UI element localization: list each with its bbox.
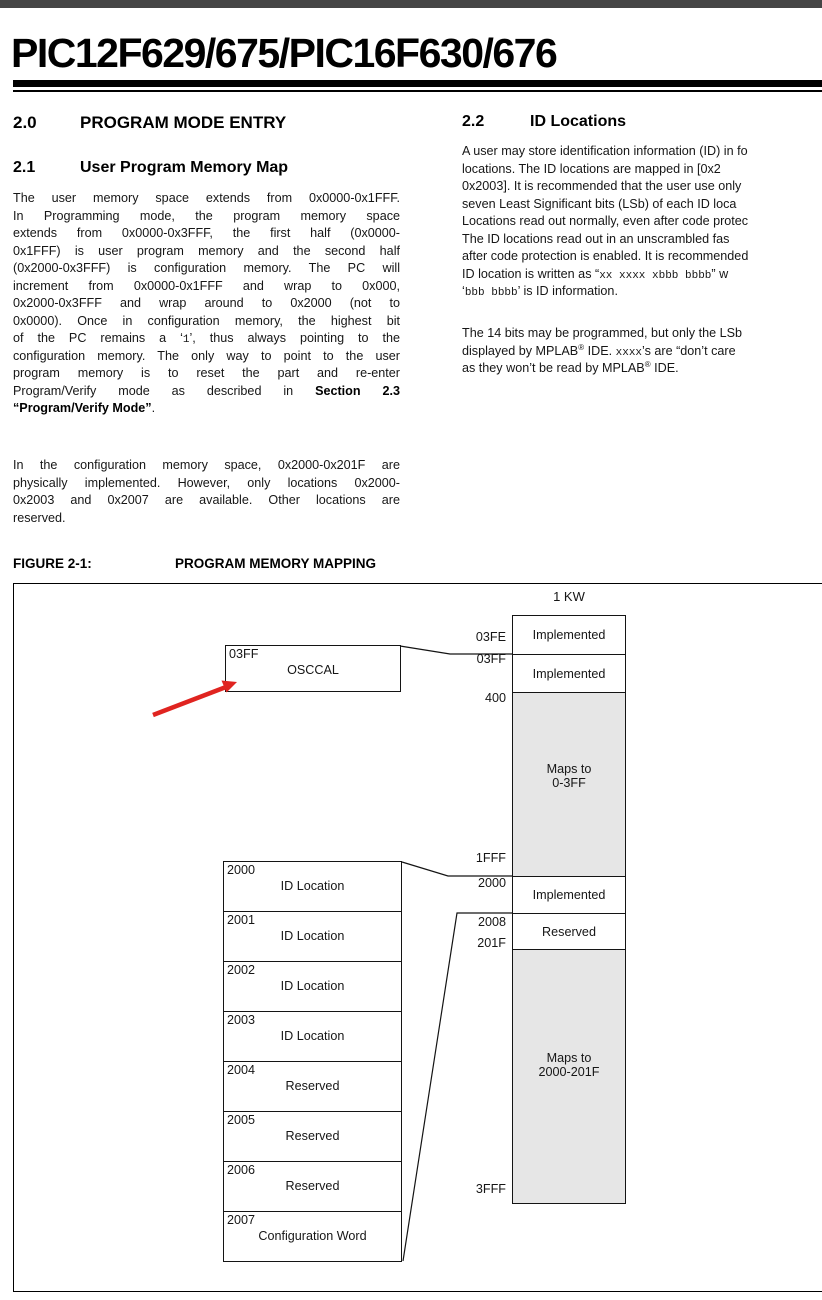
box-address: 2003: [227, 1013, 256, 1027]
text-line: The ID locations read out in an unscrambled fas: [462, 231, 730, 246]
box-label: Reserved: [285, 1079, 340, 1093]
title-rule-thick: [13, 80, 822, 87]
box-label: Reserved: [285, 1129, 340, 1143]
maps-to-line2: 0-3FF: [552, 775, 586, 790]
memory-box-2006: [223, 1161, 402, 1212]
box-label: ID Location: [280, 1029, 345, 1043]
text-line: of the PC remains a ‘1’, thus always pointing to the: [13, 331, 400, 346]
text-line: 0x2000-0x3FFF and wrap around to 0x2000 (not to: [13, 296, 400, 310]
text-line: increment from 0x0000-0x1FFF and wrap to 0x000,: [13, 278, 400, 293]
section-title: PROGRAM MODE ENTRY: [80, 113, 287, 132]
right-paragraph-1: [462, 143, 822, 301]
figure-caption-label: FIGURE 2-1:: [13, 556, 92, 571]
text-line: Locations read out normally, even after code protec: [462, 214, 749, 228]
text-line: reserved.: [13, 510, 66, 525]
text-line: The user memory space extends from 0x0000-0x1FFF.: [13, 191, 400, 205]
right-paragraph-2: [462, 325, 822, 378]
section-title: User Program Memory Map: [80, 159, 289, 176]
address-label-3fff: 3FFF: [475, 1182, 506, 1196]
box-address: 2000: [227, 863, 256, 877]
section-number: 2.1: [13, 159, 36, 176]
address-label-201f: 201F: [477, 936, 506, 950]
memory-segment-implemented-3: Implemented: [512, 876, 626, 914]
section-2-1-heading: [13, 159, 288, 177]
title-rule-thin: [13, 90, 822, 92]
maps-to-line1: Maps to: [546, 761, 592, 776]
text-line: locations. The ID locations are mapped in [0x2: [462, 161, 721, 176]
address-label-03ff: 03FF: [476, 652, 506, 666]
section-number: 2.2: [462, 113, 485, 130]
text-line: ID location is written as “xx xxxx xbbb bbbb” w: [462, 266, 729, 282]
text-line: 0x0000). Once in configuration memory, the highest bit: [13, 313, 400, 328]
box-address: 2001: [227, 913, 256, 927]
memory-box-2003: [223, 1011, 402, 1062]
address-label-2008: 2008: [477, 915, 506, 929]
text-line: In Programming mode, the program memory space: [13, 208, 400, 223]
text-line: 0x1FFF) is user program memory and the second half: [13, 243, 400, 258]
figure-caption-title: PROGRAM MEMORY MAPPING: [175, 556, 377, 571]
section-title: ID Locations: [530, 113, 627, 130]
memory-segment-maps-0-3ff: [512, 692, 626, 877]
text-line: as they won’t be read by MPLAB® IDE.: [462, 359, 679, 375]
box-label: OSCCAL: [287, 663, 339, 677]
maps-to-line1: Maps to: [546, 1050, 592, 1065]
box-address: 2002: [227, 963, 256, 977]
text-line: extends from 0x0000-0x3FFF, the first half (0x0000-: [13, 226, 400, 240]
text-line: A user may store identification information (ID) in fo: [462, 144, 748, 158]
figure-frame: [13, 583, 822, 1292]
memory-box-2007: [223, 1211, 402, 1262]
section-2-0-heading: [13, 113, 286, 133]
memory-segment-implemented-1: Implemented: [512, 615, 626, 655]
memory-segment-implemented-2: Implemented: [512, 654, 626, 693]
memory-segment-maps-2000-201f: [512, 949, 626, 1204]
section-number: 2.0: [13, 113, 37, 132]
text-line: after code protection is enabled. It is recommended: [462, 249, 749, 263]
memory-box-2000: [223, 861, 402, 912]
kw-size-label: 1 KW: [553, 589, 585, 604]
box-label: Reserved: [285, 1179, 340, 1193]
text-line: seven Least Significant bits (LSb) of each ID loca: [462, 196, 737, 211]
memory-segment-reserved: Reserved: [512, 913, 626, 950]
text-line: “Program/Verify Mode”.: [13, 401, 156, 415]
box-label: ID Location: [280, 879, 345, 893]
box-label: ID Location: [280, 929, 345, 943]
text-line: Program/Verify mode as described in Section 2.3: [13, 383, 400, 398]
memory-box-2005: [223, 1111, 402, 1162]
osccal-box: [225, 645, 401, 692]
left-paragraph-2: [13, 457, 400, 527]
box-label: ID Location: [280, 979, 345, 993]
box-address: 2005: [227, 1113, 256, 1127]
text-line: program memory is to reset the part and re-enter: [13, 366, 400, 380]
address-label-400: 400: [484, 691, 506, 705]
maps-to-line2: 2000-201F: [538, 1064, 600, 1079]
box-address: 03FF: [229, 647, 259, 661]
memory-box-2004: [223, 1061, 402, 1112]
box-address: 2004: [227, 1063, 256, 1077]
address-label-03fe: 03FE: [475, 630, 506, 644]
text-line: 0x2003 and 0x2007 are available. Other locations are: [13, 493, 400, 507]
text-line: displayed by MPLAB® IDE. xxxx’s are “don’t care: [462, 342, 736, 359]
text-line: In the configuration memory space, 0x2000-0x201F are: [13, 458, 400, 472]
box-label: Configuration Word: [258, 1229, 367, 1243]
memory-box-2001: [223, 911, 402, 962]
text-line: configuration memory. The only way to point to the user: [13, 348, 400, 363]
page-top-bar: [0, 0, 822, 8]
box-address: 2007: [227, 1213, 256, 1227]
text-line: (0x2000-0x3FFF) is configuration memory. The PC will: [13, 261, 400, 275]
left-paragraph-1: [13, 190, 400, 418]
address-label-1fff: 1FFF: [475, 851, 506, 865]
memory-box-2002: [223, 961, 402, 1012]
figure-caption: [13, 556, 377, 571]
text-line: ‘bbb bbbb’ is ID information.: [462, 284, 618, 299]
text-line: 0x2003]. It is recommended that the user use only: [462, 179, 742, 193]
page-title: PIC12F629/675/PIC16F630/676: [11, 30, 557, 76]
text-line: The 14 bits may be programmed, but only the LSb: [462, 326, 743, 340]
box-address: 2006: [227, 1163, 256, 1177]
address-label-2000: 2000: [477, 876, 506, 890]
section-2-2-heading: [462, 113, 626, 131]
text-line: physically implemented. However, only locations 0x2000-: [13, 475, 400, 490]
